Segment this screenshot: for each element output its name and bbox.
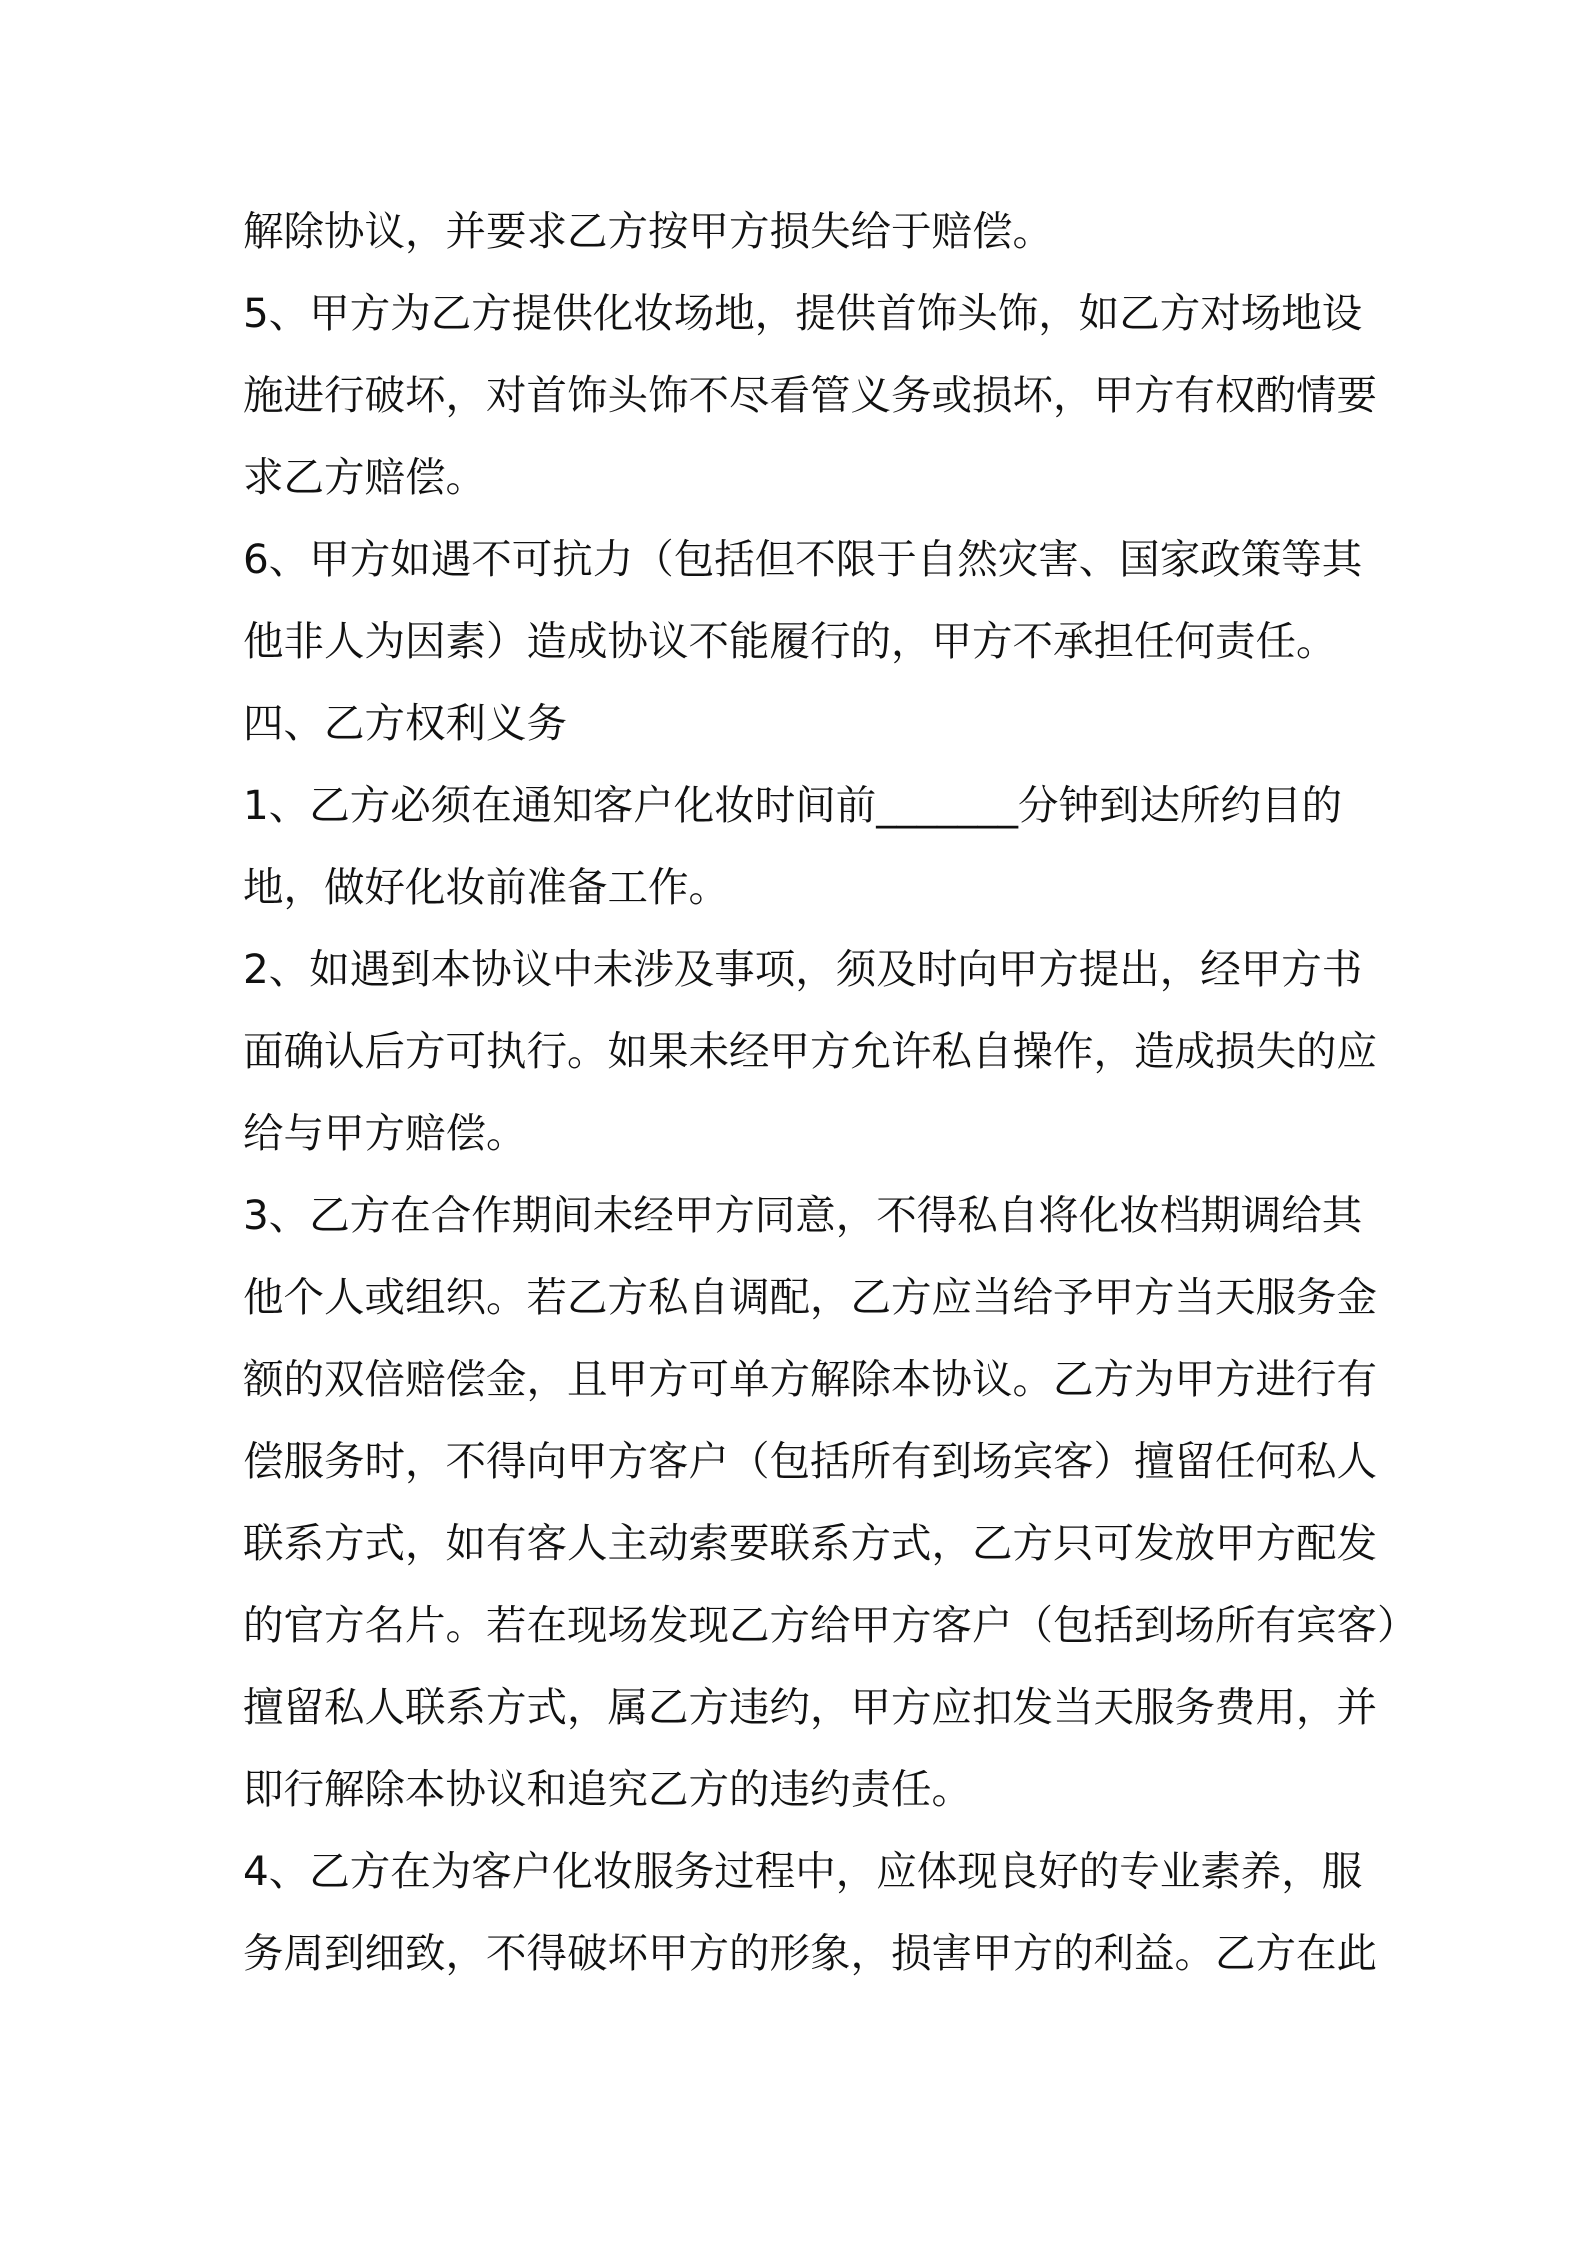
document-body	[243, 190, 1418, 1994]
text-line: 地，做好化妆前准备工作。	[243, 863, 729, 911]
text-line: 的官方名片。若在现场发现乙方给甲方客户（包括到场所有宾客）	[243, 1601, 1418, 1649]
text-line: 施进行破坏，对首饰头饰不尽看管义务或损坏，甲方有权酌情要	[243, 371, 1377, 419]
text-line: 给与甲方赔偿。	[243, 1109, 527, 1157]
text-line: 偿服务时，不得向甲方客户（包括所有到场宾客）擅留任何私人	[243, 1437, 1377, 1485]
text-line: 2、如遇到本协议中未涉及事项，须及时向甲方提出，经甲方书	[243, 945, 1363, 993]
text-line: 他个人或组织。若乙方私自调配，乙方应当给予甲方当天服务金	[243, 1273, 1377, 1321]
text-line: 6、甲方如遇不可抗力（包括但不限于自然灾害、国家政策等其	[243, 535, 1363, 583]
text-line: 4、乙方在为客户化妆服务过程中，应体现良好的专业素养，服	[243, 1847, 1363, 1895]
text-line: 5、甲方为乙方提供化妆场地，提供首饰头饰，如乙方对场地设	[243, 289, 1363, 337]
text-line: 额的双倍赔偿金，且甲方可单方解除本协议。乙方为甲方进行有	[243, 1355, 1377, 1403]
text-line: 求乙方赔偿。	[243, 453, 486, 501]
text-line: 务周到细致，不得破坏甲方的形象，损害甲方的利益。乙方在此	[243, 1929, 1377, 1977]
text-line: 即行解除本协议和追究乙方的违约责任。	[243, 1765, 972, 1813]
section-heading: 四、乙方权利义务	[243, 699, 567, 747]
text-line: 联系方式，如有客人主动索要联系方式，乙方只可发放甲方配发	[243, 1519, 1377, 1567]
text-line: 他非人为因素）造成协议不能履行的，甲方不承担任何责任。	[243, 617, 1337, 665]
text-line: 1、乙方必须在通知客户化妆时间前_______分钟到达所约目的	[243, 781, 1343, 829]
text-line: 3、乙方在合作期间未经甲方同意，不得私自将化妆档期调给其	[243, 1191, 1363, 1239]
text-line: 擅留私人联系方式，属乙方违约，甲方应扣发当天服务费用，并	[243, 1683, 1377, 1731]
text-line: 面确认后方可执行。如果未经甲方允许私自操作，造成损失的应	[243, 1027, 1377, 1075]
text-line: 解除协议，并要求乙方按甲方损失给于赔偿。	[243, 207, 1053, 255]
